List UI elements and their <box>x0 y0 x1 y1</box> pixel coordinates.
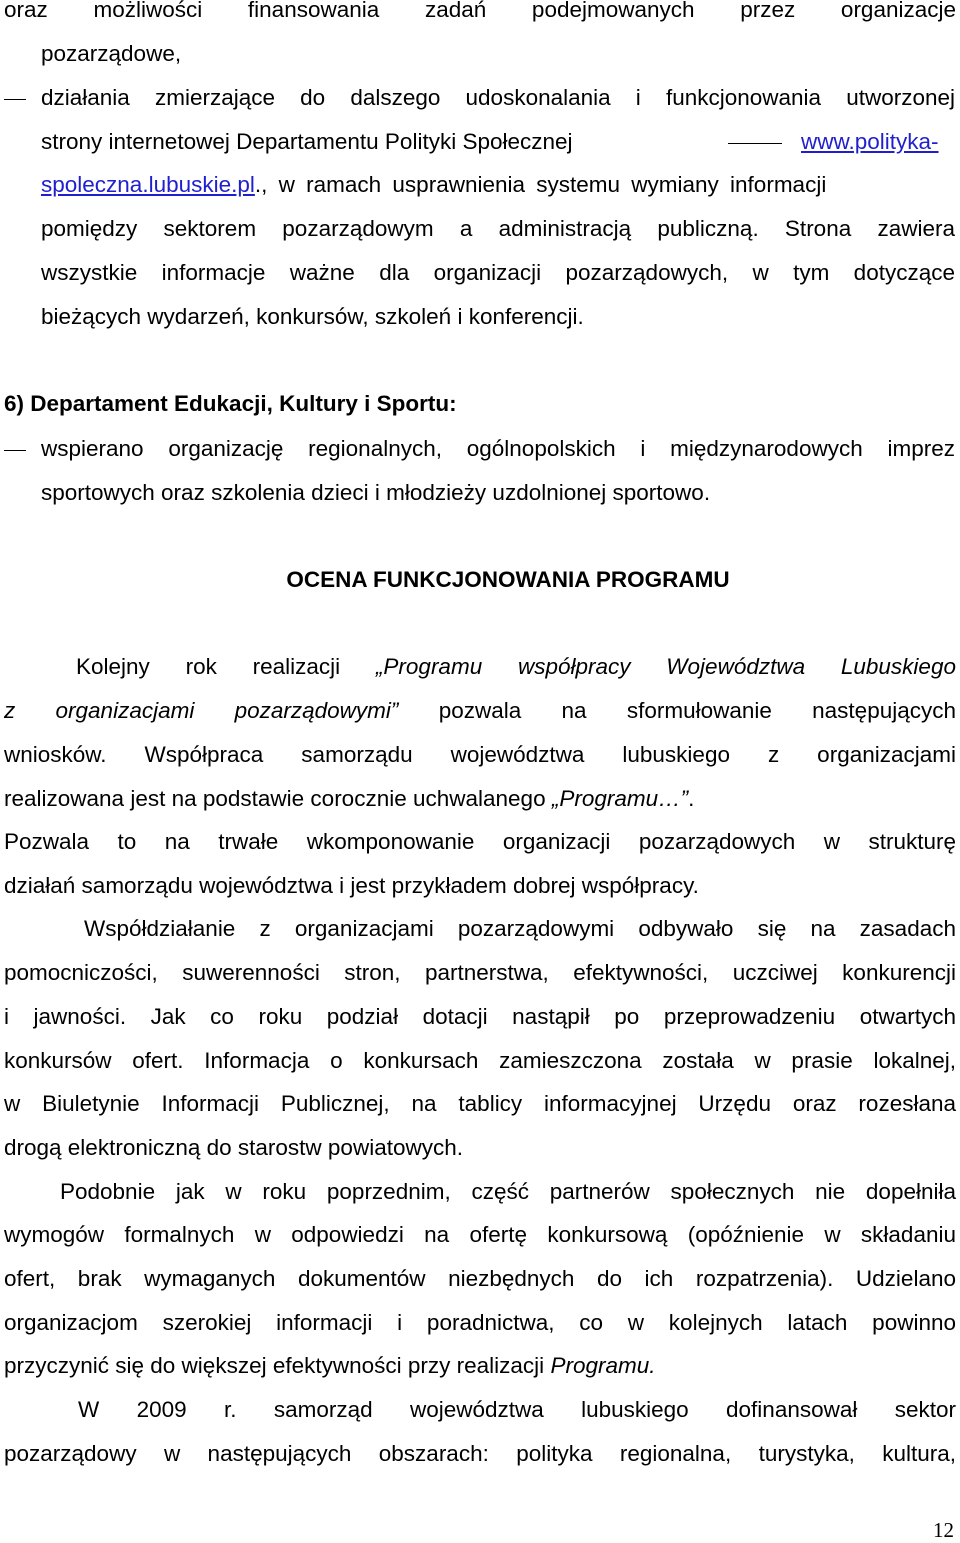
italic-span: z organizacjami pozarządowymi” <box>4 698 399 723</box>
text-span: realizowana jest na podstawie corocznie uchwalanego <box>4 786 546 811</box>
text-line <box>4 1353 656 1379</box>
text-line: pomocniczości, suwerenności stron, partnerstwa, efektywności, uczciwej konkurencji <box>4 960 956 985</box>
dash-separator <box>728 143 782 144</box>
text-line: i jawności. Jak co roku podział dotacji nastąpił po przeprowadzeniu otwartych <box>4 1004 956 1029</box>
text-line <box>4 698 956 724</box>
italic-span: Programu. <box>550 1353 656 1378</box>
text-line: konkursów ofert. Informacja o konkursach zamieszczona została w prasie lokalnej, <box>4 1048 956 1073</box>
text-line: W 2009 r. samorząd województwa lubuskiego dofinansował sektor <box>78 1397 956 1422</box>
text-line: pozarządowe, <box>41 41 182 66</box>
text-line: bieżących wydarzeń, konkursów, szkoleń i konferencji. <box>41 304 584 329</box>
text-line <box>4 786 694 812</box>
page-number: 12 <box>933 1518 954 1542</box>
text-span: ., w ramach usprawnienia systemu wymiany informacji <box>254 172 827 197</box>
text-line <box>76 654 956 680</box>
text-span: . <box>688 786 695 811</box>
text-line: drogą elektroniczną do starostw powiatowych. <box>4 1135 463 1160</box>
text-line: organizacjom szerokiej informacji i poradnictwa, co w kolejnych latach powinno <box>4 1310 956 1335</box>
text-span: przyczynić się do większej efektywności przy realizacji <box>4 1353 545 1378</box>
page-title: OCENA FUNKCJONOWANIA PROGRAMU <box>286 567 730 592</box>
text-line <box>41 172 955 198</box>
text-line: pomiędzy sektorem pozarządowym a administracją publiczną. Strona zawiera <box>41 216 955 241</box>
text-line: wniosków. Współpraca samorządu województwa lubuskiego z organizacjami <box>4 742 956 767</box>
italic-span: „Programu współpracy Województwa Lubuskiego <box>375 654 956 679</box>
text-line: wspierano organizację regionalnych, ogólnopolskich i międzynarodowych imprez <box>41 436 955 461</box>
text-line: strony internetowej Departamentu Polityki Społecznej <box>41 129 573 154</box>
dash-bullet <box>4 450 26 451</box>
text-line: działania zmierzające do dalszego udoskonalania i funkcjonowania utworzonej <box>41 85 955 110</box>
text-line: sportowych oraz szkolenia dzieci i młodzieży uzdolnionej sportowo. <box>41 480 711 505</box>
text-line: wszystkie informacje ważne dla organizacji pozarządowych, w tym dotyczące <box>41 260 955 285</box>
text-line: oraz możliwości finansowania zadań podejmowanych przez organizacje <box>4 0 956 22</box>
website-link[interactable]: www.polityka- <box>801 129 939 154</box>
text-span: pozwala na sformułowanie następujących <box>438 698 956 723</box>
text-span: Kolejny rok realizacji <box>76 654 341 679</box>
text-line: pozarządowy w następujących obszarach: polityka regionalna, turystyka, kultura, <box>4 1441 956 1466</box>
text-line: działań samorządu województwa i jest przykładem dobrej współpracy. <box>4 873 699 898</box>
website-link[interactable]: spoleczna.lubuskie.pl <box>41 172 255 197</box>
text-line: Pozwala to na trwałe wkomponowanie organizacji pozarządowych w strukturę <box>4 829 956 854</box>
text-line: Współdziałanie z organizacjami pozarządowymi odbywało się na zasadach <box>84 916 956 941</box>
text-line: ofert, brak wymaganych dokumentów niezbędnych do ich rozpatrzenia). Udzielano <box>4 1266 956 1291</box>
dash-bullet <box>4 99 26 100</box>
text-line: Podobnie jak w roku poprzednim, część partnerów społecznych nie dopełniła <box>60 1179 956 1204</box>
section-heading: 6) Departament Edukacji, Kultury i Sportu: <box>4 391 457 416</box>
text-line: wymogów formalnych w odpowiedzi na ofertę konkursową (opóźnienie w składaniu <box>4 1222 956 1247</box>
text-line: w Biuletynie Informacji Publicznej, na tablicy informacyjnej Urzędu oraz rozesłana <box>4 1091 956 1116</box>
italic-span: „Programu…” <box>551 786 689 811</box>
